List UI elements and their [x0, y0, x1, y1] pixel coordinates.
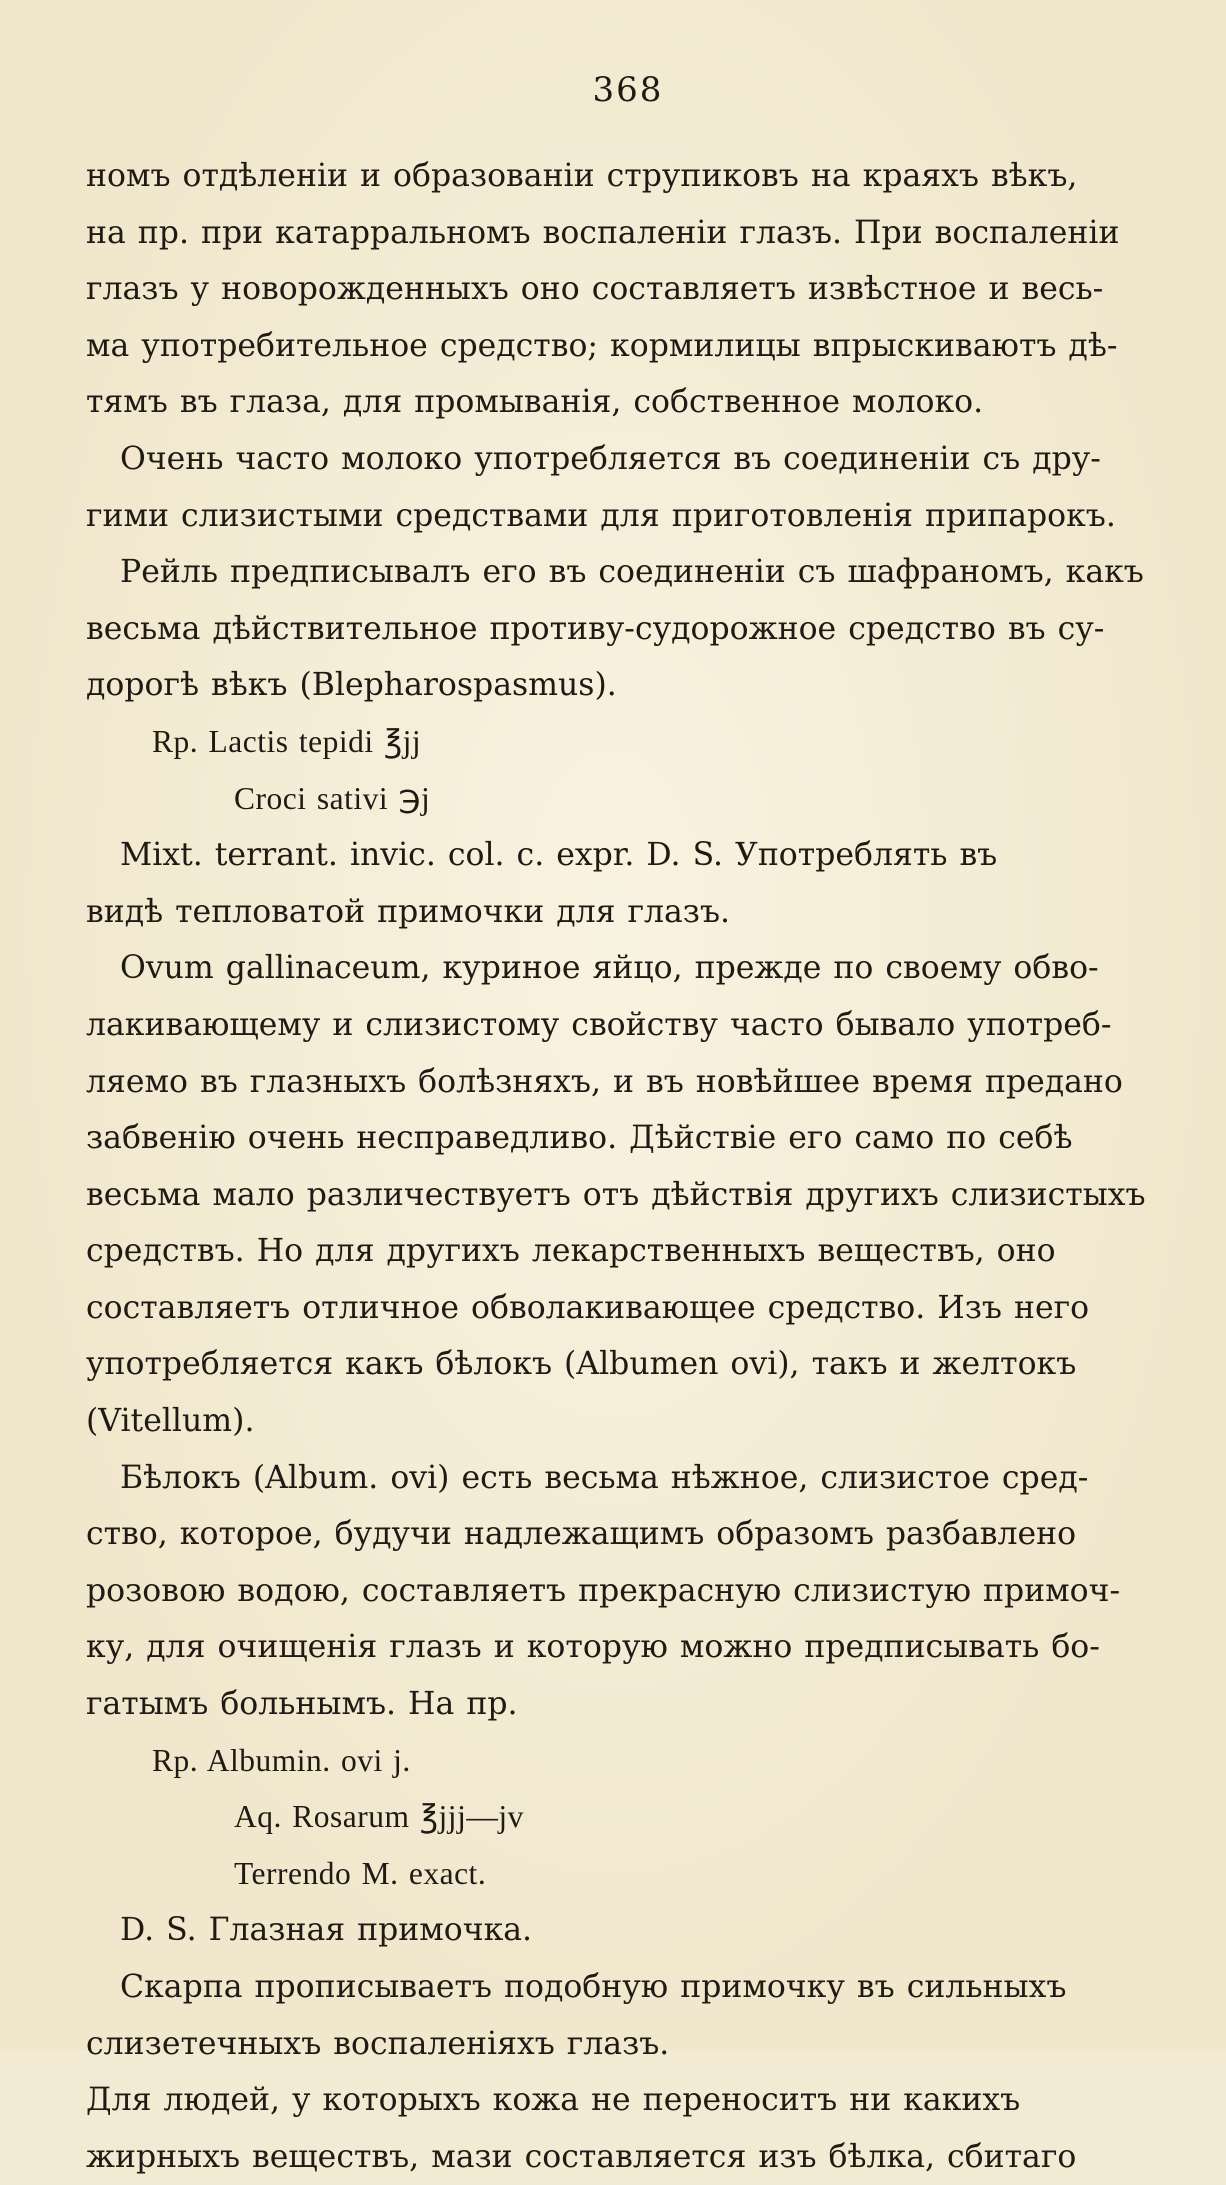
- text-line: составляетъ отличное обволакивающее средство. Изъ него: [86, 1289, 1090, 1326]
- text-line: лакивающему и слизистому свойству часто бывало употреб-: [86, 1006, 1112, 1043]
- text-line: забвенію очень несправедливо. Дѣйствіе его само по себѣ: [86, 1120, 1073, 1157]
- text-line: употребляется какъ бѣлокъ (Albumen ovi), такъ и желтокъ: [86, 1346, 1077, 1383]
- text-line: Terrendo M. exact.: [234, 1855, 487, 1891]
- text-line: Рейль предписывалъ его въ соединеніи съ шафраномъ, какъ: [120, 554, 1144, 591]
- text-line: гатымъ больнымъ. На пр.: [86, 1686, 518, 1723]
- body-text: [86, 148, 1170, 2185]
- text-line: розовою водою, составляетъ прекрасную слизистую примоч-: [86, 1572, 1121, 1609]
- text-line: слизетечныхъ воспаленіяхъ глазъ.: [86, 2025, 670, 2062]
- text-line: видѣ тепловатой примочки для глазъ.: [86, 893, 731, 930]
- text-line: средствъ. Но для другихъ лекарственныхъ веществъ, оно: [86, 1233, 1056, 1270]
- text-line: весьма мало различествуетъ отъ дѣйствія другихъ слизистыхъ: [86, 1176, 1146, 1213]
- text-line: ма употребительное средство; кормилицы впрыскиваютъ дѣ-: [86, 327, 1118, 364]
- text-line: Rp. Albumin. ovi j.: [152, 1742, 411, 1778]
- text-line: Aq. Rosarum ℥jjj—jv: [234, 1799, 524, 1835]
- text-line: Скарпа прописываетъ подобную примочку въ сильныхъ: [120, 1969, 1067, 2005]
- text-line: (Vitellum).: [86, 1403, 255, 1440]
- text-line: гими слизистыми средствами для приготовленія припарокъ.: [86, 497, 1116, 534]
- text-line: номъ отдѣленіи и образованіи струпиковъ на краяхъ вѣкъ,: [86, 158, 1078, 194]
- text-line: Mixt. terrant. invic. col. c. expr. D. S. Употреблять въ: [120, 837, 998, 874]
- text-line: Бѣлокъ (Album. ovi) есть весьма нѣжное, слизистое сред-: [120, 1459, 1089, 1496]
- text-line: Очень часто молоко употребляется въ соединеніи съ дру-: [120, 440, 1101, 477]
- text-line: Croci sativi ℈j: [234, 780, 431, 816]
- text-line: Rp. Lactis tepidi ℥jj: [152, 723, 422, 759]
- text-line: Ovum gallinaceum, куриное яйцо, прежде по своему обво-: [120, 950, 1099, 987]
- text-line: ляемо въ глазныхъ болѣзняхъ, и въ новѣйшее время предано: [86, 1063, 1123, 1100]
- text-line: D. S. Глазная примочка.: [120, 1912, 533, 1949]
- text-line: глазъ у новорожденныхъ оно составляетъ извѣстное и весь-: [86, 271, 1104, 308]
- text-line: ку, для очищенія глазъ и которую можно предписывать бо-: [86, 1629, 1100, 1666]
- text-line: ство, которое, будучи надлежащимъ образомъ разбавлено: [86, 1516, 1077, 1553]
- text-line: весьма дѣйствительное противу-судорожное средство въ су-: [86, 610, 1105, 647]
- text-line: на пр. при катарральномъ воспаленіи глазъ. При воспаленіи: [86, 214, 1120, 251]
- text-line: жирныхъ веществъ, мази составляется изъ бѣлка, сбитаго: [86, 2138, 1077, 2175]
- text-line: тямъ въ глаза, для промыванія, собственное молоко.: [86, 384, 984, 421]
- text-line: Для людей, у которыхъ кожа не переноситъ ни какихъ: [86, 2082, 1021, 2119]
- page-number: 368: [592, 70, 664, 110]
- text-line: дорогѣ вѣкъ (Blepharospasmus).: [86, 667, 617, 704]
